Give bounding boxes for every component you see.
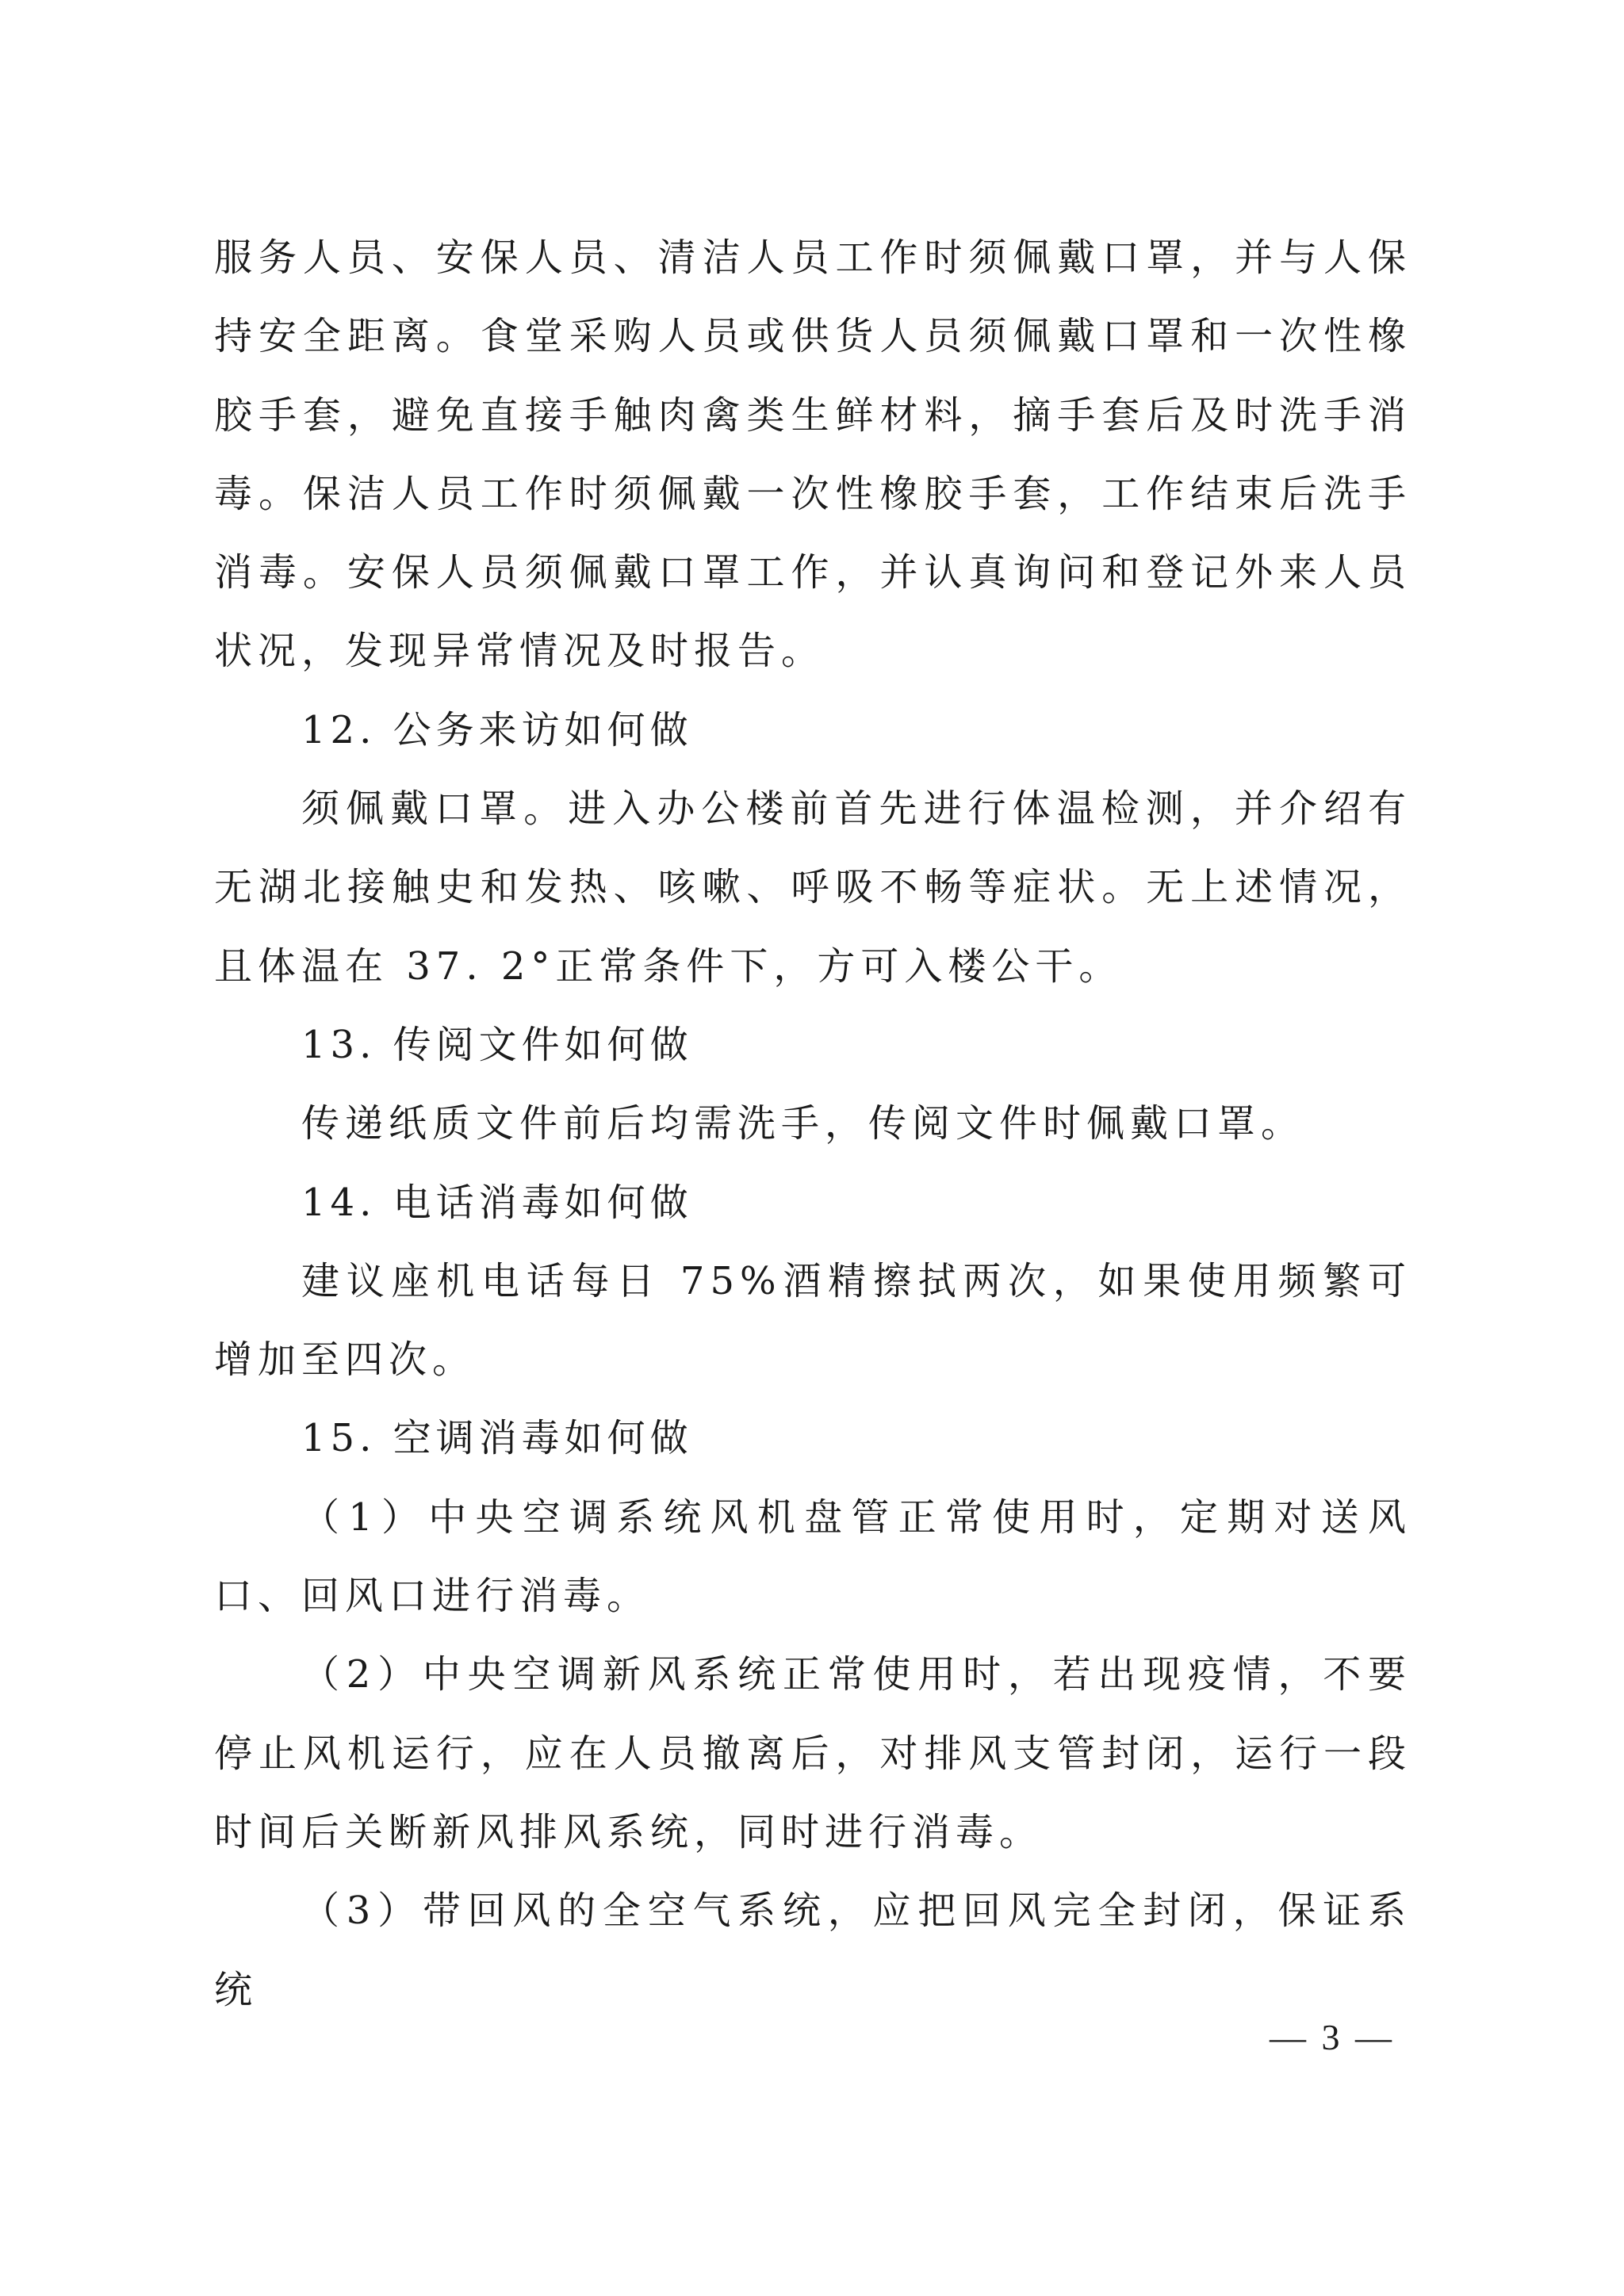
heading-phone-disinfection: 14. 电话消毒如何做 [301, 1180, 693, 1225]
heading-circulating-documents: 13. 传阅文件如何做 [301, 1022, 693, 1067]
paragraph-circulating-documents: 传递纸质文件前后均需洗手，传阅文件时佩戴口罩。 [301, 1101, 1305, 1146]
paragraph-official-visits: 须佩戴口罩。进入办公楼前首先进行体温检测，并介绍有无湖北接触史和发热、咳嗽、呼吸不畅等症状。无上述情况，且体温在 37. 2°正常条件下，方可入楼公干。 [214, 786, 1411, 989]
paragraph-phone-disinfection: 建议座机电话每日 75%酒精擦拭两次，如果使用频繁可增加至四次。 [214, 1258, 1411, 1383]
paragraph-ac-item-3: （3）带回风的全空气系统，应把回风完全封闭，保证系统 [214, 1888, 1411, 2012]
page-number: — 3 — [1270, 2017, 1395, 2057]
heading-official-visits: 12. 公务来访如何做 [301, 707, 693, 752]
heading-ac-disinfection: 15. 空调消毒如何做 [301, 1416, 693, 1461]
paragraph-staff-duties: 服务人员、安保人员、清洁人员工作时须佩戴口罩，并与人保持安全距离。食堂采购人员或供货人员须佩戴口罩和一次性橡胶手套，避免直接手触肉禽类生鲜材料，摘手套后及时洗手消毒。保洁人员工作时须佩戴一次性橡胶手套，工作结束后洗手消毒。安保人员须佩戴口罩工作，并认真询问和登记外来人员状况，发现异常情况及时报告。 [214, 235, 1411, 674]
paragraph-ac-item-2: （2）中央空调新风系统正常使用时，若出现疫情，不要停止风机运行，应在人员撤离后，对排风支管封闭，运行一段时间后关断新风排风系统，同时进行消毒。 [214, 1652, 1411, 1854]
document-body [214, 219, 1411, 2030]
paragraph-ac-item-1: （1）中央空调系统风机盘管正常使用时，定期对送风口、回风口进行消毒。 [214, 1494, 1411, 1619]
